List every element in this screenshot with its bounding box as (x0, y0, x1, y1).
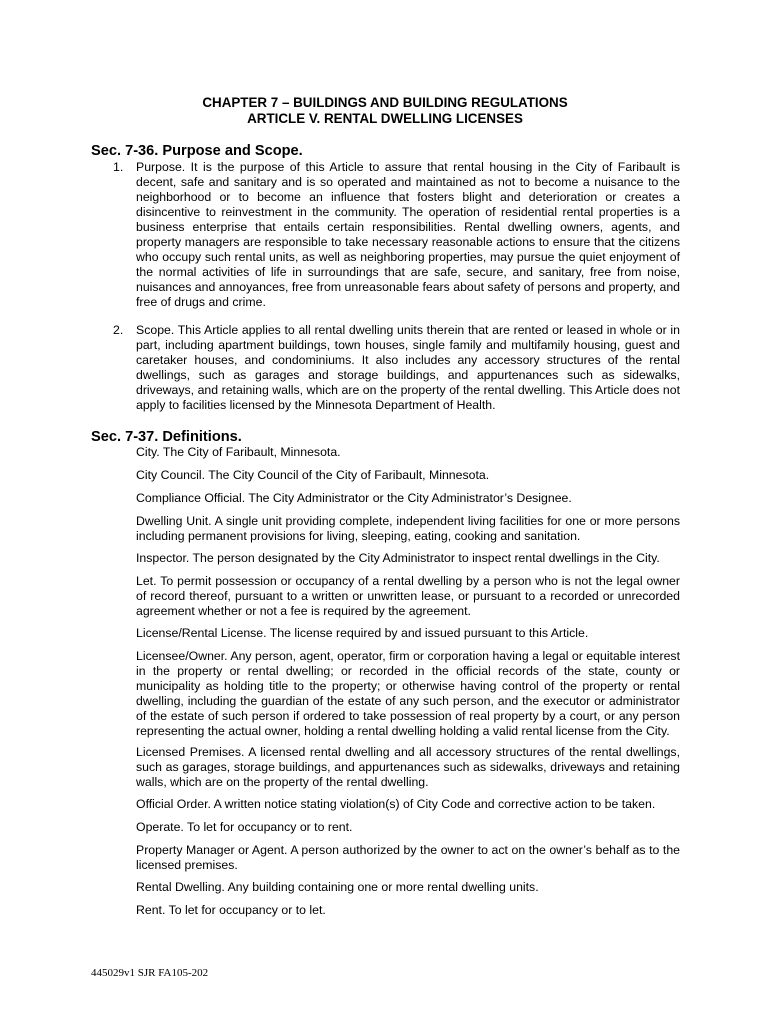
scope-paragraph: Scope. This Article applies to all rental dwelling units therein that are rented or leased in whole or in part, including apartment buildings, town houses, single family and multifamily housing, guest and caretaker houses, and condominiums. It also includes any accessory structures of the rental dwellings, such as garages and storage buildings, and appurtenances such as sidewalks, driveways, and retaining walls, which are on the property of the rental dwelling. This Article does not apply to facilities licensed by the Minnesota Department of Health. (136, 323, 680, 412)
purpose-paragraph: Purpose. It is the purpose of this Article to assure that rental housing in the City of Faribault is decent, safe and sanitary and is so operated and maintained as not to become a nuisance to the neighborhood or to become an influence that fosters blight and deterioration or creates a disincentive to reinvestment in the community. The operation of residential rental properties is a business enterprise that entails certain responsibilities. Rental dwelling owners, agents, and property managers are responsible to take necessary reasonable actions to ensure that the citizens who occupy such rental units, as well as neighboring properties, may pursue the quiet enjoyment of the normal activities of life in surroundings that are safe, secure, and sanitary, free from noise, nuisances and annoyances, free from unreasonable fears about safety of persons and property, and free of drugs and crime. (136, 160, 680, 309)
list-number: 2. (113, 323, 124, 337)
document-id-footer: 445029v1 SJR FA105-202 (91, 967, 209, 979)
definition-rental-dwelling: Rental Dwelling. Any building containing one or more rental dwelling units. (136, 880, 539, 894)
definition-property-manager: Property Manager or Agent. A person authorized by the owner to act on the owner’s behalf as to the licensed premises. (136, 843, 680, 872)
definition-licensee-owner: Licensee/Owner. Any person, agent, operator, firm or corporation having a legal or equitable interest in the property or rental dwelling; or recorded in the official records of the state, county or municipality as holding title to the property; or otherwise having control of the property or rental dwelling, including the guardian of the estate of any such person, and the executor or administrator of the estate of such person if ordered to take possession of real property by a court, or any person representing the actual owner, holding a rental dwelling holding a valid rental license from the City. (136, 649, 680, 738)
section-heading-7-37: Sec. 7-37. Definitions. (91, 429, 242, 445)
article-heading: ARTICLE V. RENTAL DWELLING LICENSES (247, 111, 523, 126)
list-number: 1. (113, 160, 124, 174)
definition-city: City. The City of Faribault, Minnesota. (136, 445, 341, 459)
definition-city-council: City Council. The City Council of the City of Faribault, Minnesota. (136, 468, 490, 482)
definition-compliance-official: Compliance Official. The City Administrator or the City Administrator’s Designee. (136, 491, 572, 505)
definition-license: License/Rental License. The license required by and issued pursuant to this Article. (136, 626, 589, 640)
section-heading-7-36: Sec. 7-36. Purpose and Scope. (91, 143, 303, 159)
definition-official-order: Official Order. A written notice stating violation(s) of City Code and corrective action to be taken. (136, 797, 656, 811)
definition-dwelling-unit: Dwelling Unit. A single unit providing complete, independent living facilities for one or more persons including permanent provisions for living, sleeping, eating, cooking and sanitation. (136, 514, 680, 543)
chapter-heading: CHAPTER 7 – BUILDINGS AND BUILDING REGULATIONS (202, 95, 568, 110)
definition-let: Let. To permit possession or occupancy of a rental dwelling by a person who is not the legal owner of record thereof, pursuant to a written or unwritten lease, or pursuant to a recorded or unrecorded agreement whether or not a fee is required by the agreement. (136, 574, 680, 618)
definition-inspector: Inspector. The person designated by the City Administrator to inspect rental dwellings in the City. (136, 551, 660, 565)
definition-operate: Operate. To let for occupancy or to rent. (136, 820, 353, 834)
definition-rent: Rent. To let for occupancy or to let. (136, 903, 326, 917)
definition-licensed-premises: Licensed Premises. A licensed rental dwelling and all accessory structures of the rental dwellings, such as garages, storage buildings, and appurtenances such as sidewalks, driveways and retaining walls, which are on the property of the rental dwelling. (136, 745, 680, 789)
